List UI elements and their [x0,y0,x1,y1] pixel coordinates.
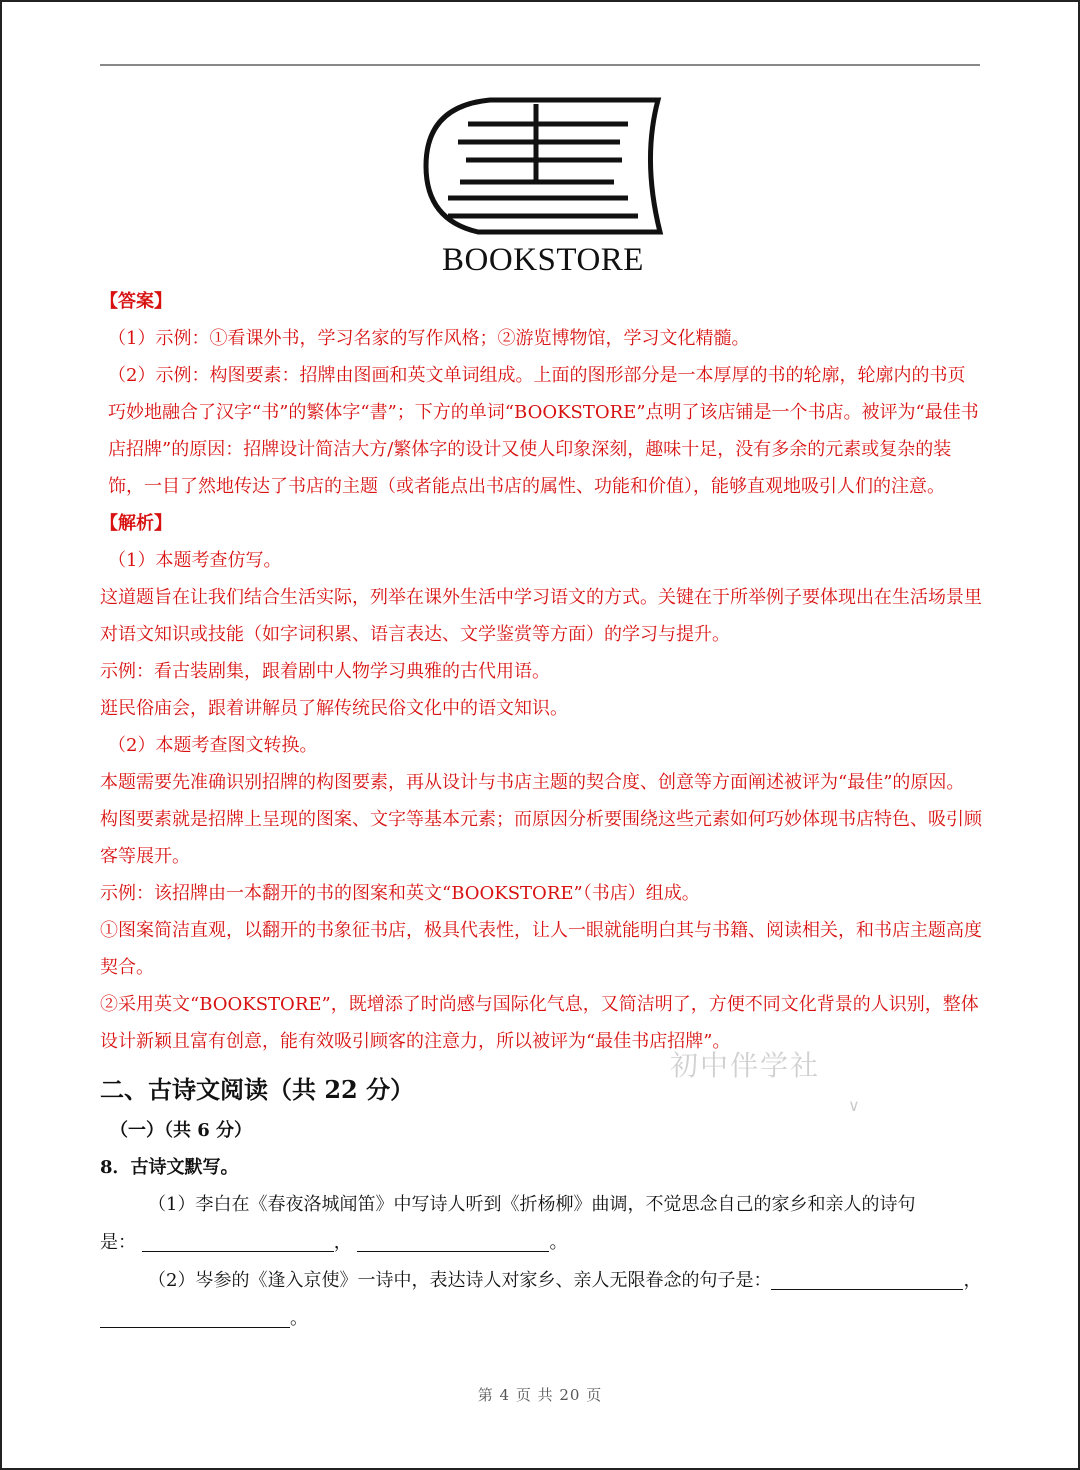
section-title: 二、古诗文阅读（共 22 分） [100,1075,415,1104]
analysis-p2-title: （2）本题考查图文转换。 [108,735,318,756]
question-8-2-text [100,1262,982,1300]
subsection-title: （一）（共 6 分） [110,1120,253,1141]
analysis-p1-title: （1）本题考查仿写。 [108,550,282,571]
question-8-1-text: （1）李白在《春夜洛城闻笛》中写诗人听到《折杨柳》曲调，不觉思念自己的家乡和亲人的诗句 [148,1194,916,1215]
question-8-2-prompt: （2）岑参的《逢入京使》一诗中，表达诗人对家乡、亲人无限眷念的句子是： [148,1270,772,1291]
top-rule [100,64,980,66]
end-8-2: 。 [290,1308,308,1329]
question-8-title: 8．古诗文默写。 [100,1157,239,1178]
analysis-p1-body-2: 示例：看古装剧集，跟着剧中人物学习典雅的古代用语。 [100,661,550,682]
watermark: 初中伴学社 [670,1049,821,1082]
blank-8-1-b[interactable] [357,1229,549,1252]
sep-8-1: ， [333,1232,352,1253]
analysis-p2-body-4: ②采用英文“BOOKSTORE”，既增添了时尚感与国际化气息，又简洁明了，方便不同文化背景的人识别，整体设计新颖且富有创意，能有效吸引顾客的注意力，所以被评为“最佳书店招牌”。 [100,994,979,1052]
blank-8-1-a[interactable] [142,1229,334,1252]
answer-item-2: （2）示例：构图要素：招牌由图画和英文单词组成。上面的图形部分是一本厚厚的书的轮廓，轮廓内的书页巧妙地融合了汉字“书”的繁体字“書”；下方的单词“BOOKSTORE”点明了该店铺是一个书店。被评为“最佳书店招牌”的原因：招牌设计简洁大方/繁体字的设计又使人印象深刻，趣味十足，没有多余的元素或复杂的装饰，一目了然地传达了书店的主题（或者能点出书店的属性、功能和价值），能够直观地吸引人们的注意。 [108,365,979,497]
page-footer: 第 4 页 共 20 页 [477,1386,603,1404]
analysis-p2-body-2: 示例：该招牌由一本翻开的书的图案和英文“BOOKSTORE”（书店）组成。 [100,883,700,904]
blank-8-2-b[interactable] [100,1305,290,1328]
question-8-1-prefix: 是： [100,1232,136,1253]
analysis-p2-body-1: 本题需要先准确识别招牌的构图要素，再从设计与书店主题的契合度、创意等方面阐述被评为“最佳”的原因。构图要素就是招牌上呈现的图案、文字等基本元素；而原因分析要围绕这些元素如何巧妙体现书店特色、吸引顾客等展开。 [100,772,982,867]
blank-8-2-a[interactable] [771,1267,963,1290]
analysis-p1-body-1: 这道题旨在让我们结合生活实际，列举在课外生活中学习语文的方式。关键在于所举例子要体现出在生活场景里对语文知识或技能（如字词积累、语言表达、文学鉴赏等方面）的学习与提升。 [100,587,982,645]
end-8-1: 。 [549,1232,568,1253]
sep-8-2: ， [963,1270,982,1291]
bookstore-logo [420,90,666,282]
analysis-header: 【解析】 [100,513,172,534]
answer-block [100,283,982,1060]
question-8-1-answer-line [100,1224,982,1262]
question-8-2-answer-line [100,1300,982,1338]
book-shu-icon [420,90,666,240]
analysis-p1-body-3: 逛民俗庙会，跟着讲解员了解传统民俗文化中的语文知识。 [100,698,568,719]
content [100,283,982,1338]
analysis-p2-body-3: ①图案简洁直观，以翻开的书象征书店，极具代表性，让人一眼就能明白其与书籍、阅读相关，和书店主题高度契合。 [100,920,982,978]
watermark-chevron-icon: ∨ [848,1096,860,1115]
answer-header: 【答案】 [100,291,172,312]
answer-item-1: （1）示例：①看课外书，学习名家的写作风格；②游览博物馆，学习文化精髓。 [108,328,750,349]
logo-text: BOOKSTORE [442,242,644,278]
